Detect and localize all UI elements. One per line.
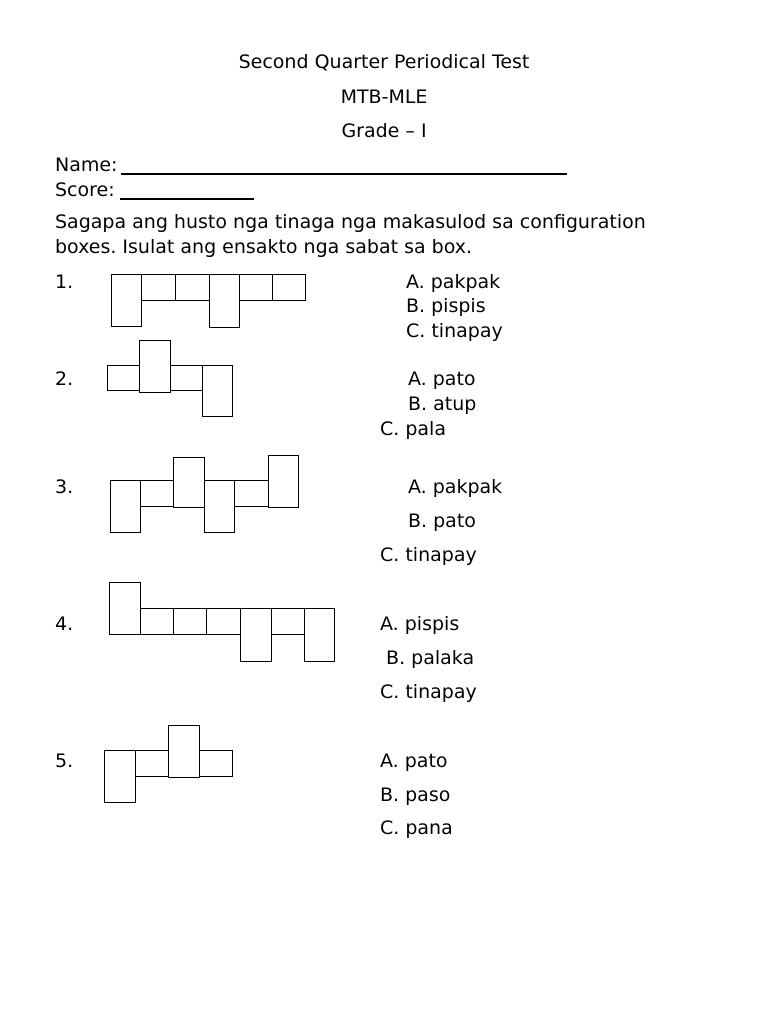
- config-box-tall-ascending: [168, 725, 200, 778]
- question-4-choice-c[interactable]: C. tinapay: [380, 681, 477, 703]
- config-box-short: [234, 480, 269, 507]
- config-box-short: [135, 750, 169, 777]
- question-5-choice-a[interactable]: A. pato: [380, 750, 448, 772]
- config-box-tall-descending: [240, 608, 272, 662]
- config-box-tall-ascending: [173, 457, 205, 508]
- config-box-tall-ascending: [139, 340, 171, 393]
- config-box-short: [239, 274, 273, 301]
- config-box-tall-descending: [209, 274, 240, 328]
- question-2-number: 2.: [55, 368, 74, 390]
- question-5-choice-c[interactable]: C. pana: [380, 817, 453, 839]
- score-field-line[interactable]: [120, 198, 254, 200]
- config-box-tall-descending: [104, 750, 136, 803]
- config-box-tall-descending: [202, 365, 233, 417]
- grade-title: Grade – I: [341, 120, 427, 142]
- config-box-short: [173, 608, 207, 635]
- question-4-number: 4.: [55, 613, 74, 635]
- config-box-short: [175, 274, 210, 301]
- question-2-choice-b[interactable]: B. atup: [408, 393, 477, 415]
- config-box-short: [271, 608, 305, 635]
- question-3-choice-c[interactable]: C. tinapay: [380, 544, 477, 566]
- question-2-choice-a[interactable]: A. pato: [408, 368, 476, 390]
- config-box-short: [170, 365, 203, 391]
- config-box-tall-descending: [204, 480, 235, 533]
- question-1-choice-c[interactable]: C. tinapay: [406, 320, 503, 342]
- score-label: Score:: [55, 179, 115, 201]
- config-box-short: [272, 274, 306, 301]
- name-field-line[interactable]: [121, 173, 567, 175]
- config-box-tall-descending: [111, 274, 142, 327]
- config-box-tall-ascending: [109, 582, 141, 635]
- config-box-tall-ascending: [268, 455, 299, 508]
- question-4-choice-b[interactable]: B. palaka: [380, 647, 475, 669]
- question-5-number: 5.: [55, 750, 74, 772]
- config-box-tall-descending: [110, 480, 141, 533]
- test-title: Second Quarter Periodical Test: [238, 51, 530, 73]
- config-box-short: [107, 365, 140, 391]
- config-box-short: [140, 608, 174, 635]
- question-1-choice-b[interactable]: B. pispis: [406, 295, 486, 317]
- name-label: Name:: [55, 154, 118, 176]
- config-box-short: [199, 750, 233, 777]
- question-3-choice-b[interactable]: B. pato: [408, 510, 476, 532]
- question-2-choice-c[interactable]: C. pala: [380, 418, 446, 440]
- subject-title: MTB-MLE: [340, 86, 428, 108]
- instruction-line-1: Sagapa ang husto nga tinaga nga makasulod sa configuration: [55, 211, 646, 233]
- config-box-short: [206, 608, 241, 635]
- question-1-choice-a[interactable]: A. pakpak: [406, 271, 501, 293]
- question-5-choice-b[interactable]: B. paso: [380, 784, 451, 806]
- question-3-number: 3.: [55, 476, 74, 498]
- question-4-choice-a[interactable]: A. pispis: [380, 613, 460, 635]
- config-box-tall-descending: [304, 608, 335, 662]
- question-1-number: 1.: [55, 271, 74, 293]
- config-box-short: [140, 480, 174, 507]
- config-box-short: [141, 274, 176, 301]
- instruction-line-2: boxes. Isulat ang ensakto nga sabat sa box.: [55, 236, 473, 258]
- question-3-choice-a[interactable]: A. pakpak: [408, 476, 503, 498]
